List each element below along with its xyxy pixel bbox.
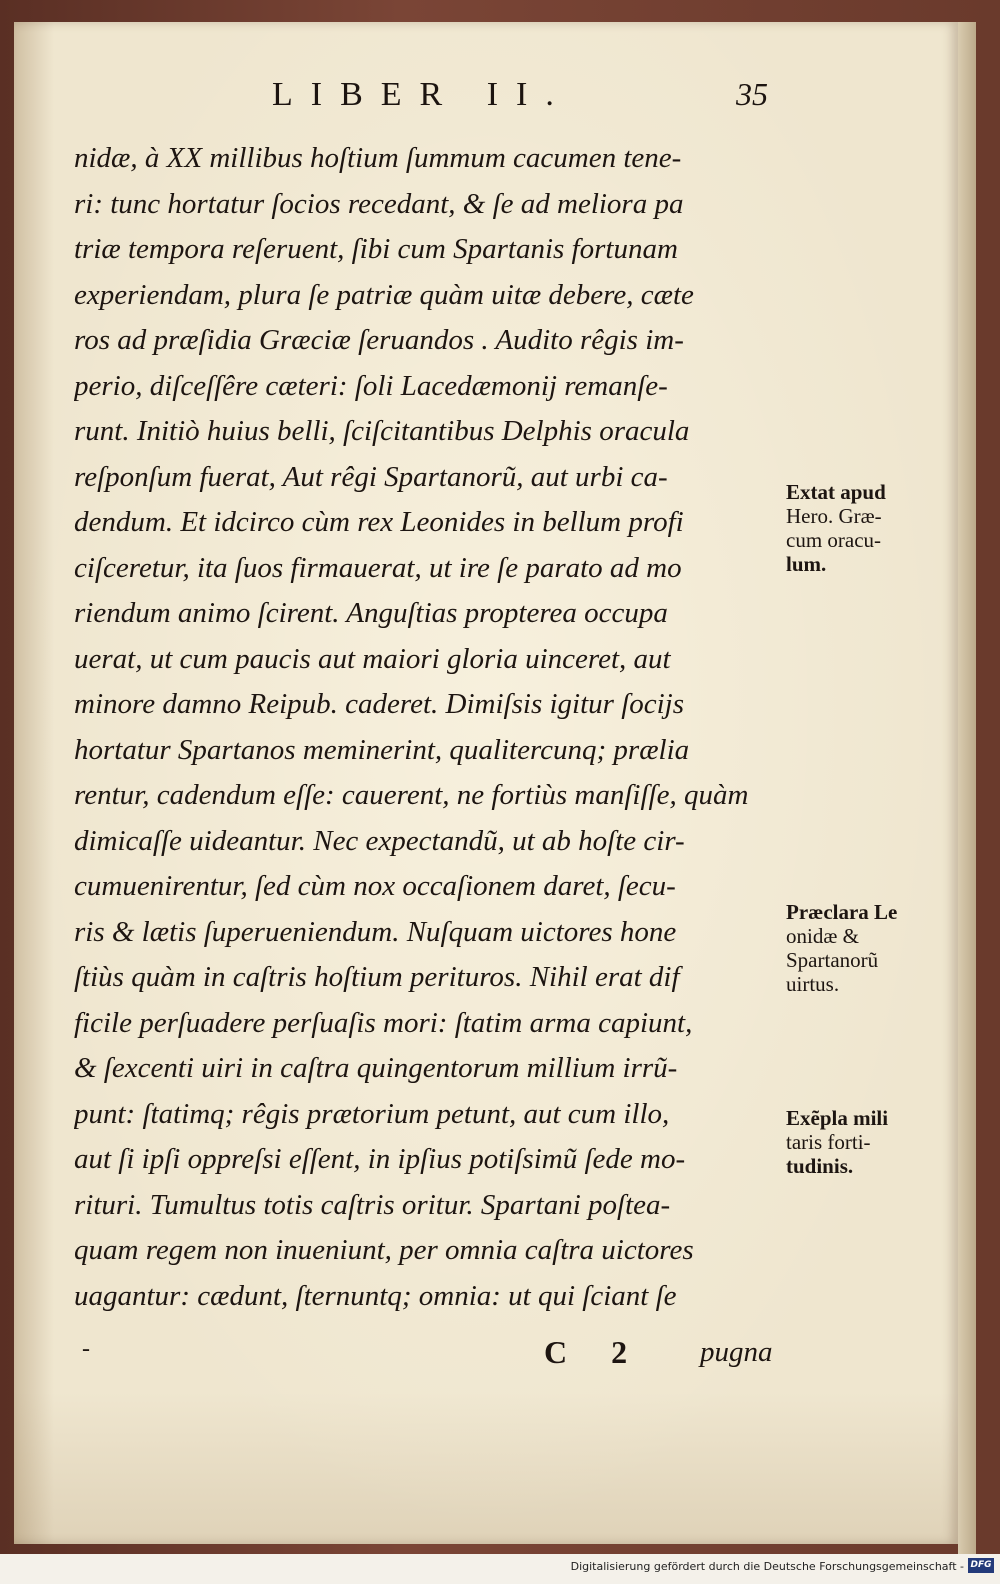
margin-note [786,1106,956,1178]
margin-note-line: Spartanorũ [786,948,879,972]
text-line: perio, diſceſſêre cæteri: ſoli Lacedæmonij remanſe- [74,369,668,402]
margin-note-line: Hero. Græ- [786,504,882,528]
text-line: nidæ, à XX millibus hoſtium ſummum cacumen tene- [74,142,682,174]
text-line: ri: tunc hortatur ſocios recedant, & ſe ad meliora pa [74,187,684,220]
text-line: ſtiùs quàm in caſtris hoſtium perituros. Nihil erat dif [74,961,680,993]
margin-note [786,480,956,576]
margin-note-line: tudinis. [786,1154,854,1178]
margin-note-line: lum. [786,552,827,576]
text-line: ciſceretur, ita ſuos firmauerat, ut ire ſe parato ad mo [74,551,682,584]
running-title: LIBER II. [272,76,572,113]
margin-note [786,900,956,996]
text-line: reſponſum fuerat, Aut rêgi Spartanorũ, aut urbi ca- [74,460,668,493]
text-line: ros ad præſidia Græciæ ſeruandos . Audito rêgis im- [74,324,684,356]
text-line: experiendam, plura ſe patriæ quàm uitæ debere, cæte [74,278,694,311]
text-line: minore damno Reipub. caderet. Dimiſsis igitur ſocijs [74,688,685,720]
text-line: rentur, cadendum eſſe: cauerent, ne fortiùs manſiſſe, quàm [74,779,749,811]
text-line: uagantur: cædunt, ſternuntq; omnia: ut qui ſciant ſe [74,1279,677,1312]
text-line: triæ tempora reſeruent, ſibi cum Spartanis fortunam [74,233,678,265]
margin-note-line: onidæ & [786,924,859,948]
text-line: rituri. Tumultus totis caſtris oritur. Spartani poſtea- [74,1188,671,1221]
text-line: uerat, ut cum paucis aut maiori gloria uinceret, aut [74,642,671,675]
text-line: dendum. Et idcirco cùm rex Leonides in bellum profi [74,506,684,538]
text-line: hortatur Spartanos meminerint, qualitercunq; prælia [74,733,690,766]
page-footer [74,1334,794,1374]
signature-mark: C 2 [544,1334,646,1370]
text-line: quam regem non inueniunt, per omnia caſtra uictores [74,1234,694,1266]
text-line: punt: ſtatimq; rêgis prætorium petunt, aut cum illo, [74,1097,670,1130]
catchword: pugna [700,1336,773,1368]
body-text [74,136,794,1319]
book-page [14,22,958,1544]
text-line: ficile perſuadere perſuaſis mori: ſtatim arma capiunt, [74,1006,693,1039]
text-line: runt. Initiò huius belli, ſciſcitantibus Delphis oracula [74,415,690,447]
text-line: cumuenirentur, ſed cùm nox occaſionem daret, ſecu- [74,870,676,902]
text-line: dimicaſſe uideantur. Nec expectandũ, ut ab hoſte cir- [74,824,685,857]
margin-note-line: taris forti- [786,1130,871,1154]
margin-note-line: uirtus. [786,972,840,996]
page-header [14,76,958,126]
text-line: aut ſi ipſi oppreſsi eſſent, in ipſius potiſsimũ ſede mo- [74,1143,686,1175]
text-line: & ſexcenti uiri in caſtra quingentorum millium irrũ- [74,1052,678,1084]
text-line: ris & lætis ſuperueniendum. Nuſquam uictores hone [74,915,677,948]
text-line: riendum animo ſcirent. Anguſtias propterea occupa [74,597,668,629]
dfg-logo: DFG [968,1558,994,1573]
margin-note-line: Exẽpla mili [786,1106,889,1130]
margin-note-line: Præclara Le [786,900,898,924]
credit-text: Digitalisierung gefördert durch die Deutsche Forschungsgemeinschaft - [570,1560,964,1573]
page-edge [958,22,976,1562]
page-number: 35 [736,76,768,112]
credit-bar [0,1554,1000,1584]
footer-mark: - [82,1336,90,1362]
margin-note-line: Extat apud [786,480,886,504]
margin-note-line: cum oracu- [786,528,882,552]
